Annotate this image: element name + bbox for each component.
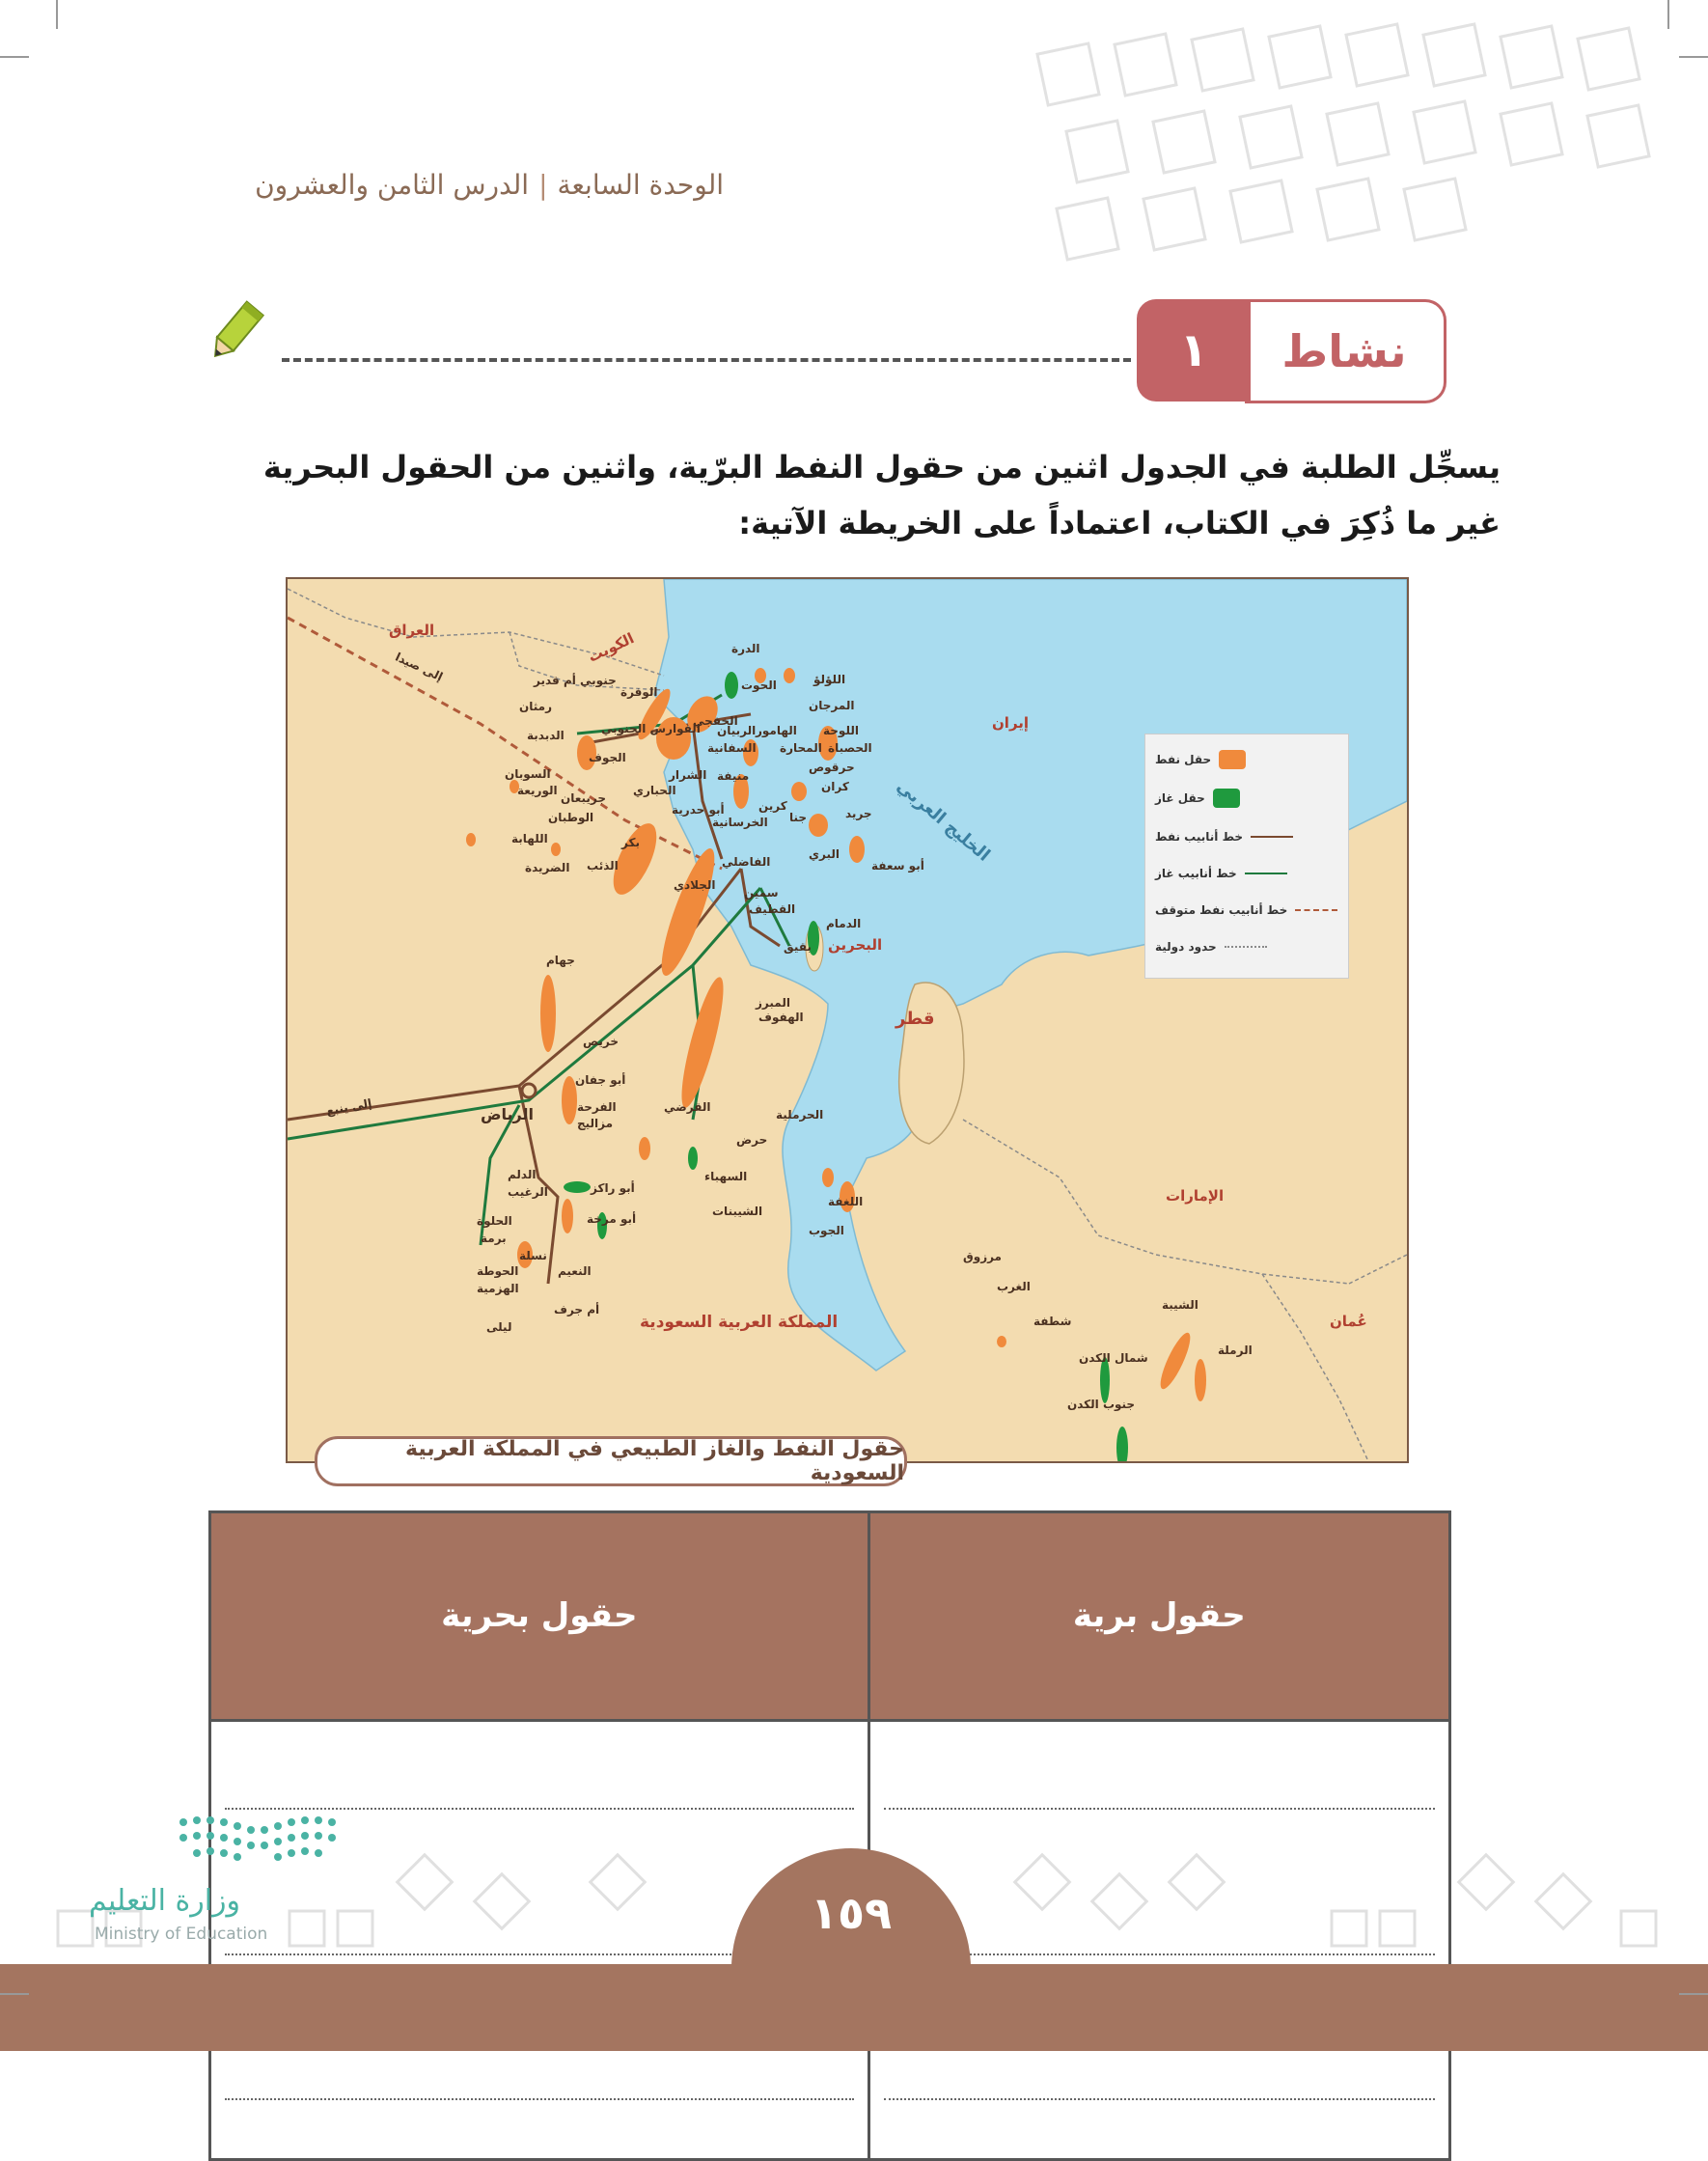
label-place: الفاضلي bbox=[722, 855, 771, 869]
label-place: منيفة bbox=[717, 769, 750, 783]
label-place: الدرة bbox=[731, 642, 760, 655]
label-place: أبو سعفة bbox=[871, 859, 924, 873]
label-place: الحباري bbox=[633, 784, 676, 797]
label-place: المرجان bbox=[809, 699, 855, 712]
label-place: الجلادي bbox=[674, 878, 716, 892]
header-separator: | bbox=[538, 169, 548, 201]
crop-mark bbox=[0, 1993, 29, 1995]
label-place: شمال الكدن bbox=[1079, 1351, 1148, 1365]
label-place: السهباء bbox=[704, 1170, 748, 1183]
label-place: جنا bbox=[789, 811, 808, 824]
label-place: الحرملية bbox=[776, 1108, 824, 1122]
table-header-row bbox=[210, 1512, 1450, 1721]
label-place: الحصباة bbox=[828, 741, 872, 755]
label-place: جنوب الكدن bbox=[1067, 1398, 1136, 1411]
label-place: الهفوف bbox=[758, 1011, 804, 1024]
map-caption: حقول النفط والغاز الطبيعي في المملكة العربية السعودية bbox=[315, 1436, 907, 1486]
label-place: الخرسانية bbox=[712, 816, 768, 829]
page-number: ١٥٩ bbox=[810, 1887, 893, 1939]
map-legend bbox=[1144, 734, 1349, 979]
label-place: الوفرة bbox=[620, 685, 658, 699]
label-place: الرغيب bbox=[508, 1185, 548, 1199]
label-place: جريبعان bbox=[561, 791, 607, 805]
label-place: شطفة bbox=[1033, 1315, 1072, 1328]
label-place: الدمام bbox=[826, 917, 862, 930]
label-uae: الإمارات bbox=[1166, 1187, 1225, 1205]
page-header bbox=[255, 169, 724, 201]
label-place: الشيبنات bbox=[712, 1205, 763, 1218]
label-place: الحوطة bbox=[477, 1264, 519, 1278]
gas-swatch bbox=[1213, 789, 1240, 808]
label-place: اللهابة bbox=[511, 832, 548, 845]
label-place: رمثان bbox=[519, 700, 552, 713]
label-place: الخفجي bbox=[693, 714, 738, 728]
label-place: اللغفة bbox=[828, 1195, 864, 1208]
label-place: النعيم bbox=[558, 1264, 592, 1278]
label-place: الوطبان bbox=[548, 811, 594, 824]
label-place: جهام bbox=[546, 954, 575, 967]
legend-stopped-pipeline: خط أنابيب نفط متوقف bbox=[1155, 897, 1338, 924]
label-place: الضريدة bbox=[525, 861, 570, 874]
label-to-yanbu: إلى ينبع bbox=[325, 1095, 373, 1119]
lesson-title: الدرس الثامن والعشرون bbox=[255, 169, 530, 201]
label-place: أبو مرخة bbox=[587, 1212, 637, 1226]
legend-gas-pipeline: خط أنابيب غاز bbox=[1155, 860, 1338, 887]
label-place: بكر bbox=[621, 836, 640, 849]
activity-instructions: يسجِّل الطلبة في الجدول اثنين من حقول النفط البرّية، واثنين من الحقول البحرية غير ما ذُكِرَ في الكتاب، اعتماداً على الخريطة الآتية: bbox=[262, 449, 1501, 541]
label-place: الجوف bbox=[589, 751, 626, 764]
label-place: الهزمية bbox=[477, 1282, 519, 1295]
label-place: المبرز bbox=[756, 996, 790, 1010]
decorative-pattern bbox=[1004, 19, 1698, 270]
label-place: نسلة bbox=[519, 1249, 547, 1262]
label-place: حرقوص bbox=[809, 761, 855, 774]
label-place: سمين bbox=[744, 886, 779, 900]
label-iran: إيران bbox=[992, 714, 1030, 732]
legend-oil-field: حقل نفط bbox=[1155, 746, 1338, 773]
label-place: خريص bbox=[583, 1035, 619, 1048]
label-to-saida: إلى صيدا bbox=[393, 650, 445, 684]
label-iraq: العراق bbox=[389, 622, 435, 639]
unit-title: الوحدة السابعة bbox=[557, 169, 724, 201]
label-place: الذئب bbox=[587, 859, 619, 873]
label-kuwait: الكويت bbox=[585, 629, 637, 666]
label-place: حرض bbox=[736, 1133, 768, 1147]
label-place: ليلى bbox=[486, 1320, 512, 1334]
label-place: كران bbox=[821, 780, 849, 793]
label-place: الهامور bbox=[756, 724, 797, 737]
label-place: القرضي bbox=[664, 1100, 711, 1114]
label-place: بقيق bbox=[784, 940, 812, 954]
label-place: الغرب bbox=[997, 1280, 1031, 1293]
label-place: الدبدبة bbox=[527, 729, 565, 742]
legend-gas-field: حقل غاز bbox=[1155, 785, 1338, 812]
label-place: الحلوة bbox=[477, 1214, 512, 1228]
label-place: جنوبي أم قدير bbox=[534, 674, 617, 687]
column-onshore-fields: حقول برية bbox=[868, 1512, 1449, 1721]
activity-badge bbox=[1137, 299, 1446, 402]
oil-swatch bbox=[1219, 750, 1246, 769]
label-place: الشرار bbox=[669, 768, 707, 782]
label-place: جريد bbox=[845, 807, 872, 820]
label-place: القطيف bbox=[749, 902, 796, 916]
pencil-icon bbox=[201, 299, 268, 367]
label-place: السوبان bbox=[505, 767, 551, 781]
riyadh-marker bbox=[522, 1084, 536, 1097]
activity-number: ١ bbox=[1137, 299, 1251, 402]
label-place: مرزوق bbox=[963, 1250, 1002, 1263]
label-place: المحارة bbox=[780, 741, 822, 755]
label-bahrain: البحرين bbox=[828, 936, 883, 954]
label-place: الدلم bbox=[508, 1168, 537, 1181]
label-place: أبو راكز bbox=[591, 1181, 635, 1195]
ministry-logo-icon bbox=[176, 1813, 340, 1870]
column-offshore-fields: حقول بحرية bbox=[210, 1512, 869, 1721]
label-qatar: قطر bbox=[895, 1009, 935, 1029]
legend-borders: حدود دولية bbox=[1155, 933, 1338, 960]
label-place: الحوت bbox=[741, 679, 777, 692]
dashed-divider bbox=[282, 358, 1131, 362]
legend-oil-pipeline: خط أنابيب نفط bbox=[1155, 823, 1338, 850]
label-place: الوريعة bbox=[517, 784, 558, 797]
label-place: الربيان bbox=[717, 724, 757, 737]
label-place: الرملة bbox=[1218, 1344, 1253, 1357]
oil-gas-map bbox=[286, 577, 1409, 1463]
label-place: البري bbox=[809, 847, 840, 861]
label-place: كرين bbox=[758, 799, 787, 813]
ministry-name-ar: وزارة التعليم bbox=[89, 1884, 241, 1918]
label-place: السفانية bbox=[707, 741, 757, 755]
qatar-land bbox=[899, 983, 964, 1144]
label-place: اللوحة bbox=[823, 724, 859, 737]
ministry-name-en: Ministry of Education bbox=[95, 1925, 268, 1944]
label-saudi: المملكة العربية السعودية bbox=[640, 1313, 839, 1332]
label-place: أبو جفان bbox=[575, 1073, 626, 1087]
label-place: مزاليج bbox=[577, 1117, 614, 1130]
label-place: برمة bbox=[481, 1232, 507, 1245]
label-place: الفوارس الجنوبي bbox=[601, 722, 701, 735]
crop-mark bbox=[56, 0, 58, 29]
label-place: الجوب bbox=[809, 1224, 844, 1237]
label-gulf: الخليج العربي bbox=[893, 776, 994, 866]
label-place: الشيبة bbox=[1162, 1298, 1198, 1312]
label-riyadh: الرياض bbox=[481, 1105, 534, 1123]
label-oman: عُمان bbox=[1330, 1313, 1367, 1330]
label-place: الفرحة bbox=[577, 1100, 617, 1114]
crop-mark bbox=[1679, 1993, 1708, 1995]
label-place: أبو حدرية bbox=[672, 803, 725, 817]
label-place: أم جرف bbox=[554, 1303, 600, 1316]
crop-mark bbox=[0, 56, 29, 58]
label-place: اللؤلؤ bbox=[813, 673, 846, 686]
activity-label: نشاط bbox=[1245, 299, 1446, 403]
